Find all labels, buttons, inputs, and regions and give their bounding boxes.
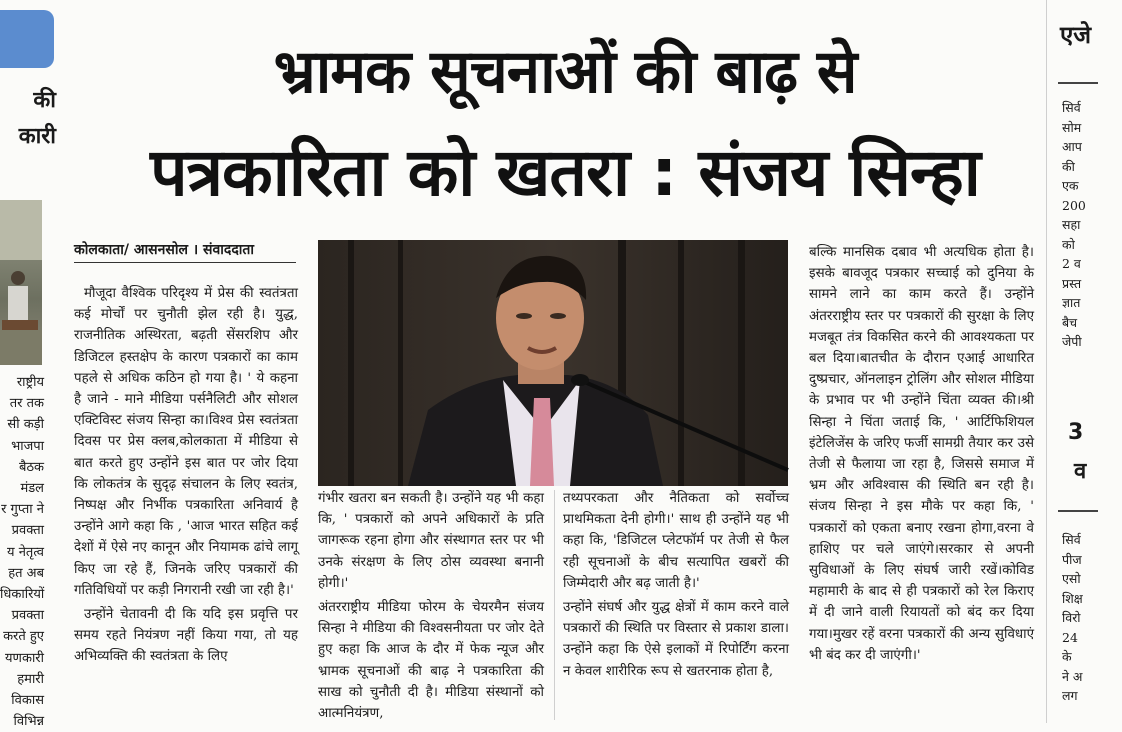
right-headline-fragment-2: 3 <box>1068 420 1084 445</box>
right-text-fragments-bottom: सिर्व पीज एसो शिक्ष विरो 24 के ने अ लग <box>1062 532 1083 703</box>
column-divider <box>1046 0 1047 723</box>
left-headline-fragment-1: की <box>33 88 56 113</box>
paragraph: बल्कि मानसिक दबाव भी अत्यधिक होता है। इसके बावजूद पत्रकार सच्चाई को दुनिया के सामने लाने का काम करते हैं। उन्होंने अंतरराष्ट्रीय स्तर पर पत्रकारों की सुरक्षा के लिए मजबूत तंत्र विकसित करने की आवश्यकता पर बल दिया।बातचीत के दौरान एआई आधारित दुष्प्रचार, ऑनलाइन ट्रोलिंग और सोशल मीडिया के प्रभाव पर भी उन्होंने चिंता व्यक्त की।श्री सिन्हा ने चिंता जताई कि, ' आर्टिफिशियल इंटेलिजेंस के जरिए फर्जी सामग्री तैयार कर उसे तेजी से फैलाया जा रहा है, जिससे समाज में भ्रम और अविश्वास की स्थिति बन रही है।संजय सिन्हा ने इस मौके पर कहा कि, ' पत्रकारों को एकता बनाए रखना होगा,वरना वे हाशिए पर चले जाएंगे।सरकार से अपनी सुविधाओं के लिए संघर्ष जारी रखें।कोविड महामारी के बाद से ही पत्रकारों को रेल किराए में दी जाने वाली रियायतों को बंद कर दिया गया।मुखर रहें वरना पत्रकारों की अन्य सुविधाएं भी बंद कर दी जाएंगी।' <box>809 245 1034 663</box>
section-tab <box>0 10 54 68</box>
paragraph: मौजूदा वैश्विक परिदृश्य में प्रेस की स्वतंत्रता कई मोर्चों पर चुनौती झेल रही है। युद्ध, राजनीतिक अस्थिरता, बढ़ती सेंसरशिप और डिजिटल हस्तक्षेप के कारण पत्रकारों का काम पहले से अधिक कठिन हो गया है। ' ये कहना है जाने - माने मीडिया पर्सनैलिटी और सोशल एक्टिविस्ट संजय सिन्हा का।विश्व प्रेस स्वतंत्रता दिवस पर प्रेस क्लब,कोलकाता में मीडिया से बात करते हुए उन्होंने इस बात पर जोर दिया कि लोकतंत्र के सुदृढ़ संचालन के लिए स्वतंत्र, निष्पक्ष और निर्भीक पत्रकारिता अनिवार्य है उन्होंने आगे कहा कि , 'आज भारत सहित कई देशों में ऐसे नए कानून और नियामक ढांचे लागू किए जा रहे हैं, जिनके जरिए पत्रकारों की गतिविधियों पर कड़ी निगरानी रखी जा रही है।' <box>74 286 298 598</box>
left-text-fragments: राष्ट्रीय तर तक सी कड़ी भाजपा बैठक मंडल र गुप्ता ने प्रवक्ता य नेतृत्व हत अब धिकारियों प्रवक्ता करते हुए यणकारी हमारी विकास विभिन्न <box>0 375 45 730</box>
column-divider <box>554 490 555 720</box>
divider <box>1058 510 1098 512</box>
article-column-3 <box>563 488 789 723</box>
headline-line-1: भ्रामक सूचनाओं की बाढ़ से <box>273 37 857 107</box>
article-column-2 <box>318 488 544 723</box>
left-adjacent-column <box>0 0 56 730</box>
article-photo <box>318 240 788 486</box>
byline: कोलकाता/ आसनसोल । संवाददाता <box>74 240 296 263</box>
paragraph: अंतरराष्ट्रीय मीडिया फोरम के चेयरमैन संजय सिन्हा ने मीडिया की विश्वसनीयता पर जोर देते हुए कहा कि आज के दौर में फेक न्यूज और भ्रामक सूचनाओं की बाढ़ ने पत्रकारिता की साख को चुनौती दी है। मीडिया संस्थानों को आत्मनियंत्रण, <box>318 600 544 722</box>
paragraph: तथ्यपरकता और नैतिकता को सर्वोच्च प्राथमिकता देनी होगी।' साथ ही उन्होंने यह भी कहा कि, 'डिजिटल प्लेटफॉर्म पर तेजी से फैल रही सूचनाओं के बीच सत्यापित खबरों की जिम्मेदारी और बढ़ जाती है।' <box>563 491 789 591</box>
paragraph: उन्होंने चेतावनी दी कि यदि इस प्रवृत्ति पर समय रहते नियंत्रण नहीं किया गया, तो यह अभिव्यक्ति की स्वतंत्रता के लिए <box>74 607 298 665</box>
speaker-photo-icon <box>318 240 788 486</box>
paragraph: गंभीर खतरा बन सकती है। उन्होंने यह भी कहा कि, ' पत्रकारों को अपने अधिकारों के प्रति जागरूक रहना होगा और संस्थागत स्तर पर भी उनके संरक्षण के लिए ठोस व्यवस्था बनानी होगी।' <box>318 491 544 591</box>
right-adjacent-column <box>1050 0 1092 723</box>
right-text-fragments-top: सिर्व सोम आप की एक 200 सहा को 2 व प्रस्त ज्ञात बैच जेपी <box>1062 100 1086 349</box>
right-headline-fragment-3: व <box>1074 459 1087 484</box>
right-headline-fragment: एजे <box>1060 21 1092 49</box>
paragraph: उन्होंने संघर्ष और युद्ध क्षेत्रों में काम करने वाले पत्रकारों की स्थिति पर विस्तार से प्रकाश डाला। उन्होंने कहा कि ऐसे इलाकों में रिपोर्टिंग करना न केवल शारीरिक रूप से खतरनाक होता है, <box>563 600 789 679</box>
headline-line-2: पत्रकारिता को खतरा : संजय सिन्हा <box>150 134 980 211</box>
left-headline-fragment-2: कारी <box>18 124 56 149</box>
divider <box>1058 82 1098 84</box>
left-photo <box>0 200 42 365</box>
article-column-1 <box>74 283 298 723</box>
article-column-4 <box>809 242 1034 723</box>
